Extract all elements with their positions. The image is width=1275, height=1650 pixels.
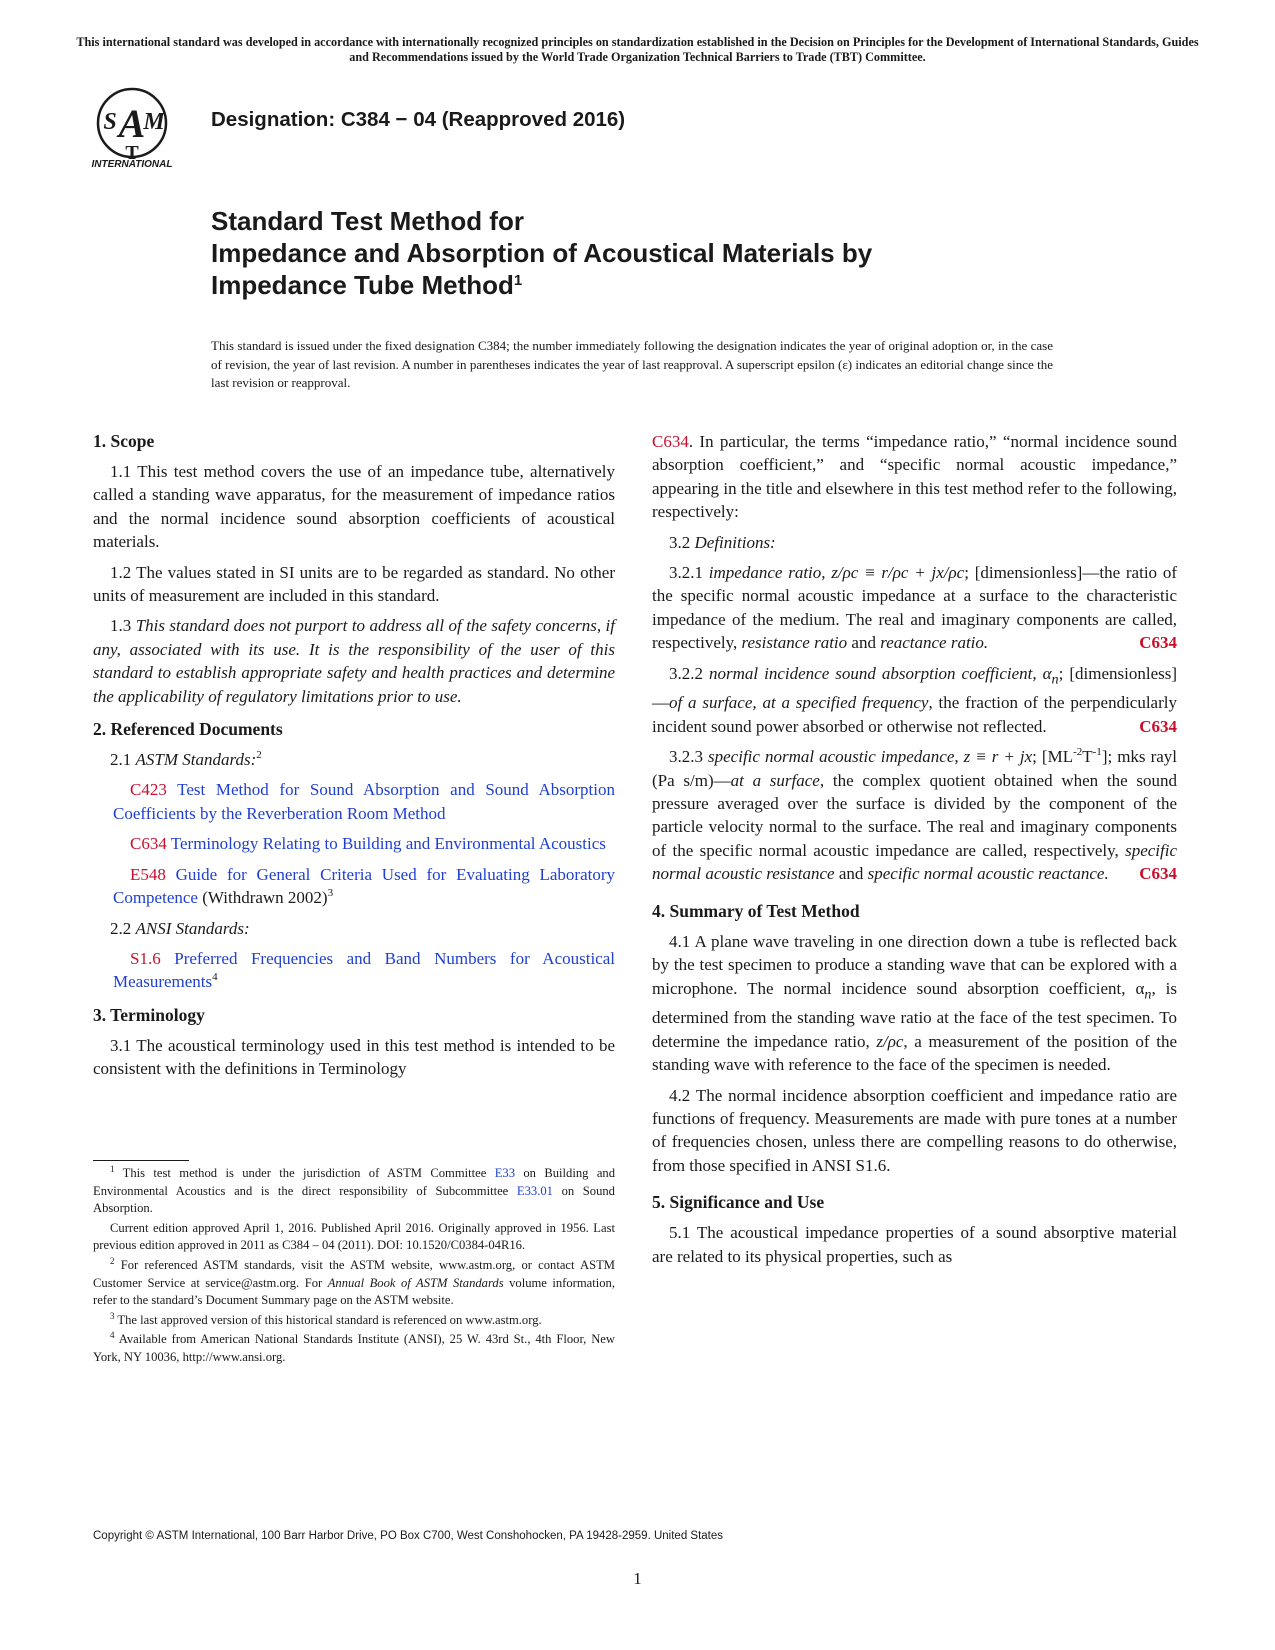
section-heading-scope: 1. Scope <box>93 431 155 451</box>
issuance-note: This standard is issued under the fixed designation C384; the number immediately following the designation indicates the year of original adoption or, in the case of revision, the year of last revision. A number in parentheses indicates the year of last reapproval. A superscript epsilon (ε) indicates an editorial change since the last revision or reapproval. <box>211 338 1053 390</box>
tbt-notice: This international standard was developed in accordance with internationally recognized principles on standardization established in the Decision on Principles for the Development of International Standards, Guides and Recommendations issued by the World Trade Organization Technical Barriers to Trade (TBT) Committee. <box>76 35 1199 64</box>
section-heading-referenced-documents: 2. Referenced Documents <box>93 719 283 740</box>
definition-3-2-2: 3.2.2 normal incidence sound absorption coefficient, $\alpha_n$; [dimensionless]—of a surface, at a specified frequency, the fraction of the perpendicularly incident sound power absorbed or otherwise not reflected. C634 <box>652 662 1177 739</box>
definitions-label: 3.2 Definitions: <box>669 532 776 552</box>
logo-wordmark: INTERNATIONAL <box>91 159 173 170</box>
reference-c423[interactable]: C423 Test Method for Sound Absorption and Sound Absorption Coefficients by the Reverberation Room Method <box>113 780 615 823</box>
reference-e548[interactable]: E548 Guide for General Criteria Used for Evaluating Laboratory Competence (Withdrawn 2002)$^3$ <box>113 864 615 908</box>
definition-3-2-1: 3.2.1 impedance ratio, z/ρc ≡ r/ρc + jx/ρc; [dimensionless]—the ratio of the specific normal acoustic impedance at a surface to the characteristic impedance of the medium. The real and imaginary components are called, respectively, resistance ratio and reactance ratio. C634 <box>652 561 1177 655</box>
section-heading-significance: 5. Significance and Use <box>652 1192 825 1213</box>
reference-s1-6[interactable]: S1.6 Preferred Frequencies and Band Numbers for Acoustical Measurements$^4$ <box>113 948 615 992</box>
link-e33-01[interactable]: E33.01 <box>516 1183 553 1198</box>
paragraph-3-1-continued: C634. In particular, the terms “impedance ratio,” “normal incidence sound absorption coefficient,” and “specific normal acoustic impedance,” appearing in the title and elsewhere in this test method refer to the following, respectively: <box>652 432 1177 522</box>
copyright: Copyright © ASTM International, 100 Barr Harbor Drive, PO Box C700, West Conshohocken, PA 19428-2959. United States <box>93 1530 724 1542</box>
ansi-standards-label: 2.2 ANSI Standards: <box>110 918 250 938</box>
paragraph-1-1: 1.1 This test method covers the use of an impedance tube, alternatively called a standing wave apparatus, for the measurement of impedance ratios and the normal incidence sound absorption coefficients of acoustical materials. <box>93 462 615 552</box>
link-c634[interactable]: C634 <box>652 432 689 451</box>
title-footnote-mark: 1 <box>513 272 523 289</box>
svg-text:T: T <box>125 142 139 164</box>
footnote-1-edition: Current edition approved April 1, 2016. Published April 2016. Originally approved in 1956. Last previous edition approved in 2011 as C384 – 04 (2011). DOI: 10.1520/C0384-04R16. <box>93 1220 615 1253</box>
footnote-divider <box>93 1160 189 1161</box>
definition-3-2-3: 3.2.3 specific normal acoustic impedance, z ≡ r + jx; [ML$^{-2}$T$^{-1}$]; mks rayl (Pa s/m)—at a surface, the complex quotient obtained when the sound pressure averaged over the surface is divided by the component of the particle velocity normal to the surface. The real and imaginary components of the specific normal acoustic impedance are called, respectively, specific normal acoustic resistance and specific normal acoustic reactance. C634 <box>652 745 1177 885</box>
paragraph-4-1: 4.1 A plane wave traveling in one direction down a tube is reflected back by the test specimen to produce a standing wave that can be explored with a microphone. The normal incidence sound absorption coefficient, $\alpha_n$, is determined from the standing wave ratio at the face of the test specimen. To determine the impedance ratio, z/ρc, a measurement of the position of the standing wave with reference to the face of the specimen is needed. <box>652 931 1178 1075</box>
ref-c634-2[interactable]: C634 <box>1139 716 1177 736</box>
svg-text:S: S <box>103 109 117 135</box>
footnote-4: $^4$ Available from American National Standards Institute (ANSI), 25 W. 43rd St., 4th Floor, New York, NY 10036, http://www.ansi.org. <box>93 1330 615 1364</box>
designation: Designation: C384 − 04 (Reapproved 2016) <box>211 108 626 131</box>
svg-text:A: A <box>118 101 146 146</box>
title-line-1: Standard Test Method for <box>211 206 524 236</box>
ref-c634-1[interactable]: C634 <box>1139 633 1177 653</box>
footnote-1: $^1$ This test method is under the jurisdiction of ASTM Committee E33 on Building and Environmental Acoustics and is the direct responsibility of Subcommittee E33.01 on Sound Absorption. <box>93 1164 616 1216</box>
reference-c634[interactable]: C634 Terminology Relating to Building and Environmental Acoustics <box>130 834 606 854</box>
paragraph-1-2: 1.2 The values stated in SI units are to be regarded as standard. No other units of measurement are included in this standard. <box>93 562 615 606</box>
ref-c634-3[interactable]: C634 <box>1139 864 1177 884</box>
paragraph-1-3: 1.3 This standard does not purport to address all of the safety concerns, if any, associated with its use. It is the responsibility of the user of this standard to establish appropriate safety and health practices and determine the applicability of regulatory limitations prior to use. <box>93 616 615 706</box>
footnotes <box>93 1165 615 1369</box>
svg-text:M: M <box>143 109 165 135</box>
astm-logo <box>90 85 200 175</box>
title-line-2: Impedance and Absorption of Acoustical Materials by <box>211 238 873 268</box>
right-column <box>652 430 1177 1275</box>
paragraph-5-1: 5.1 The acoustical impedance properties of a sound absorptive material are related to its physical properties, such as <box>652 1223 1177 1266</box>
astm-standards-label: 2.1 ASTM Standards:$^2$ <box>110 749 262 770</box>
section-heading-summary: 4. Summary of Test Method <box>652 900 860 921</box>
paragraph-3-1: 3.1 The acoustical terminology used in this test method is intended to be consistent with the definitions in Terminology <box>93 1035 615 1079</box>
page-number: 1 <box>633 1569 642 1588</box>
document-title <box>211 205 1111 301</box>
title-line-3: Impedance Tube Method <box>211 270 514 300</box>
paragraph-4-2: 4.2 The normal incidence absorption coefficient and impedance ratio are functions of frequency. Measurements are made with pure tones at a number of frequencies chosen, unless there are compelling reasons to do otherwise, from those specified in ANSI S1.6. <box>652 1085 1177 1175</box>
section-heading-terminology: 3. Terminology <box>93 1004 205 1025</box>
footnote-3: $^3$ The last approved version of this historical standard is referenced on www.astm.org. <box>110 1310 542 1327</box>
left-column <box>93 430 615 1088</box>
link-e33[interactable]: E33 <box>494 1166 515 1180</box>
footnote-2: $^2$ For referenced ASTM standards, visit the ASTM website, www.astm.org, or contact ASTM Customer Service at service@astm.org. For Annual Book of ASTM Standards volume information, refer to the standard’s Document Summary page on the ASTM website. <box>93 1255 616 1308</box>
